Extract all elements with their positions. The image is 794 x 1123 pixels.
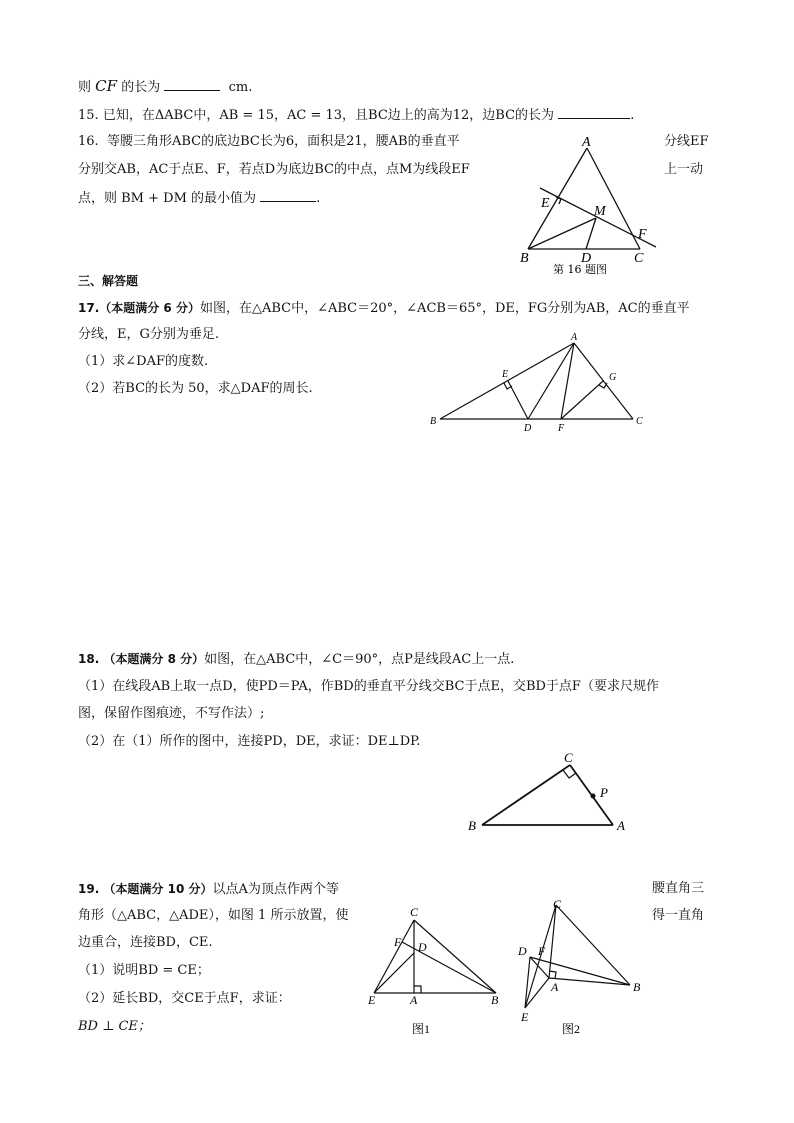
label-f: F [394,935,402,949]
q16-line3: 点，则 BM + DM 的最小值为 . [78,191,321,206]
q14-tail: 则 CF 的长为 cm. [78,77,253,95]
label-p: P [600,785,608,800]
q19-line3: 边重合，连接BD，CE. [78,935,213,950]
q17-part2: （2）若BC的长为 50，求△DAF的周长. [78,381,313,396]
q18-part2: （2）在（1）所作的图中，连接PD，DE，求证：DE⊥DP. [78,734,421,749]
q15: 15. 已知，在ΔABC中，AB = 15，AC = 13，且BC边上的高为12，边BC的长为 . [78,108,635,123]
q16-line1: 16. 等腰三角形ABC的底边BC长为6，面积是21，腰AB的垂直平 [78,134,460,149]
label-b: B [491,993,499,1007]
label-e: E [541,196,550,211]
q19-part1: （1）说明BD = CE； [78,963,210,978]
label-b: B [430,416,437,427]
fig1-caption: 图1 [412,1022,431,1036]
q18-line1: 18. （本题满分 8 分）如图，在△ABC中，∠C＝90°，点P是线段AC上一点. [78,652,515,667]
q19-part2b: BD ⊥ CE； [78,1019,151,1034]
q17-line1: 17.（本题满分 6 分）如图，在△ABC中，∠ABC＝20°，∠ACB＝65°，DE，FG分别为AB，AC的垂直平 [78,301,690,316]
label-f: F [538,944,546,958]
label-a: A [582,135,591,150]
label-b: B [468,818,476,833]
label-a: A [410,993,418,1007]
side-ae [525,978,549,1008]
q19-line1-right: 腰直角三 [652,881,705,896]
label-c: C [636,416,643,427]
q16-line1-right: 分线EF [664,134,709,149]
q19-line1: 19. （本题满分 10 分）以点A为顶点作两个等 [78,882,339,897]
label-a: A [551,980,559,994]
label-e: E [368,993,376,1007]
label-g: G [609,372,617,383]
label-d: D [524,423,532,434]
q16-line2-right: 上一动 [664,162,704,177]
q17-line2: 分线，E，G分别为垂足. [78,327,220,342]
label-e: E [502,369,509,380]
label-a: A [617,818,625,833]
side-cb [556,905,630,985]
q19-line2: 角形（△ABC，△ADE），如图 1 所示放置，使 [78,908,349,923]
label-e: E [521,1010,529,1024]
label-m: M [594,204,606,219]
label-f: F [638,227,647,242]
q17-part1: （1）求∠DAF的度数. [78,354,209,369]
fig2-caption: 图2 [562,1022,581,1036]
section-title: 三、解答题 [78,274,139,288]
label-c: C [634,251,644,266]
label-c: C [553,897,562,911]
q16-line2: 分别交AB，AC于点E、F，若点D为底边BC的中点，点M为线段EF [78,162,470,177]
q18-part1a: （1）在线段AB上取一点D，使PD＝PA，作BD的垂直平分线交BC于点E，交BD于点F（要求尺规作 [78,679,659,694]
label-c: C [564,750,573,765]
label-b: B [520,251,529,266]
label-f: F [558,423,565,434]
fig16-caption: 第 16 题图 [553,263,607,276]
label-d: D [418,940,427,954]
label-a: A [571,332,578,343]
label-c: C [410,905,419,919]
q19-part2: （2）延长BD，交CE于点F，求证： [78,991,291,1006]
label-d: D [581,251,592,266]
q19-line2-right: 得一直角 [652,908,705,923]
label-b: B [633,980,641,994]
label-d: D [518,944,527,958]
q18-part1b: 图，保留作图痕迹，不写作法）; [78,706,265,721]
